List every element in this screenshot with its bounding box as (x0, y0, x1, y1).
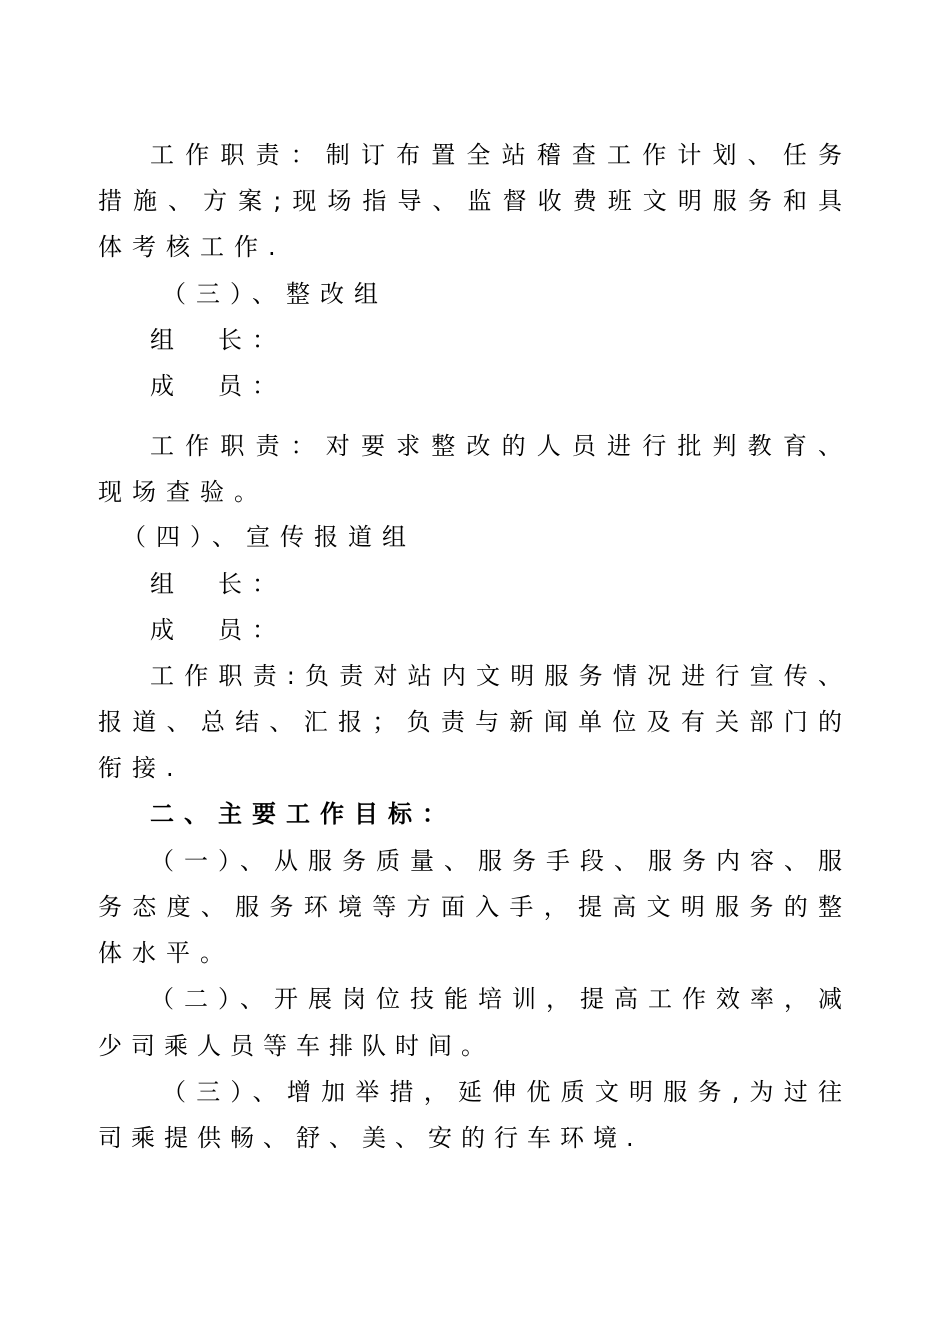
paragraph-goal-3-line-2: 司乘提供畅、舒、美、安的行车环境. (98, 1124, 643, 1152)
paragraph-duties-publicity-line-3: 衔接. (98, 754, 184, 782)
paragraph-duties-rectification-line-2: 现场查验。 (98, 478, 268, 506)
paragraph-duties-audit-line-1: 工作职责：制订布置全站稽查工作计划、任务 (150, 141, 842, 169)
paragraph-duties-audit-line-2: 措施、方案;现场指导、监督收费班文明服务和具 (98, 187, 842, 215)
paragraph-duties-publicity-line-2: 报道、总结、汇报；负责与新闻单位及有关部门的 (98, 708, 842, 736)
field-label-part-b: 员： (218, 372, 286, 400)
heading-rectification-group: （三）、整改组 (162, 280, 388, 308)
field-label-part-b: 长： (218, 570, 286, 598)
field-publicity-members (150, 615, 286, 645)
paragraph-goal-2-line-2: 少司乘人员等车排队时间。 (98, 1032, 494, 1060)
field-label-part-a: 成 (150, 372, 174, 400)
field-label-part-a: 组 (150, 570, 174, 598)
paragraph-goal-1-line-3: 体水平。 (98, 939, 234, 967)
field-rectification-members (150, 371, 286, 401)
paragraph-goal-2-line-1: （二）、开展岗位技能培训，提高工作效率，减 (150, 985, 842, 1013)
heading-publicity-group: （四）、宣传报道组 (122, 523, 416, 551)
field-label-part-b: 长： (218, 326, 286, 354)
paragraph-duties-audit-line-3: 体考核工作. (98, 233, 286, 261)
paragraph-duties-rectification-line-1: 工作职责：对要求整改的人员进行批判教育、 (150, 432, 842, 460)
field-label-part-a: 成 (150, 616, 174, 644)
paragraph-goal-1-line-2: 务态度、服务环境等方面入手，提高文明服务的整 (98, 893, 842, 921)
field-rectification-leader (150, 325, 286, 355)
field-publicity-leader (150, 569, 286, 599)
paragraph-duties-publicity-line-1: 工作职责:负责对站内文明服务情况进行宣传、 (150, 662, 842, 690)
paragraph-goal-3-line-1: （三）、增加举措，延伸优质文明服务,为过往 (162, 1078, 842, 1106)
heading-main-goals: 二、主要工作目标： (150, 800, 456, 828)
field-label-part-b: 员： (218, 616, 286, 644)
paragraph-goal-1-line-1: （一）、从服务质量、服务手段、服务内容、服 (150, 847, 842, 875)
field-label-part-a: 组 (150, 326, 174, 354)
